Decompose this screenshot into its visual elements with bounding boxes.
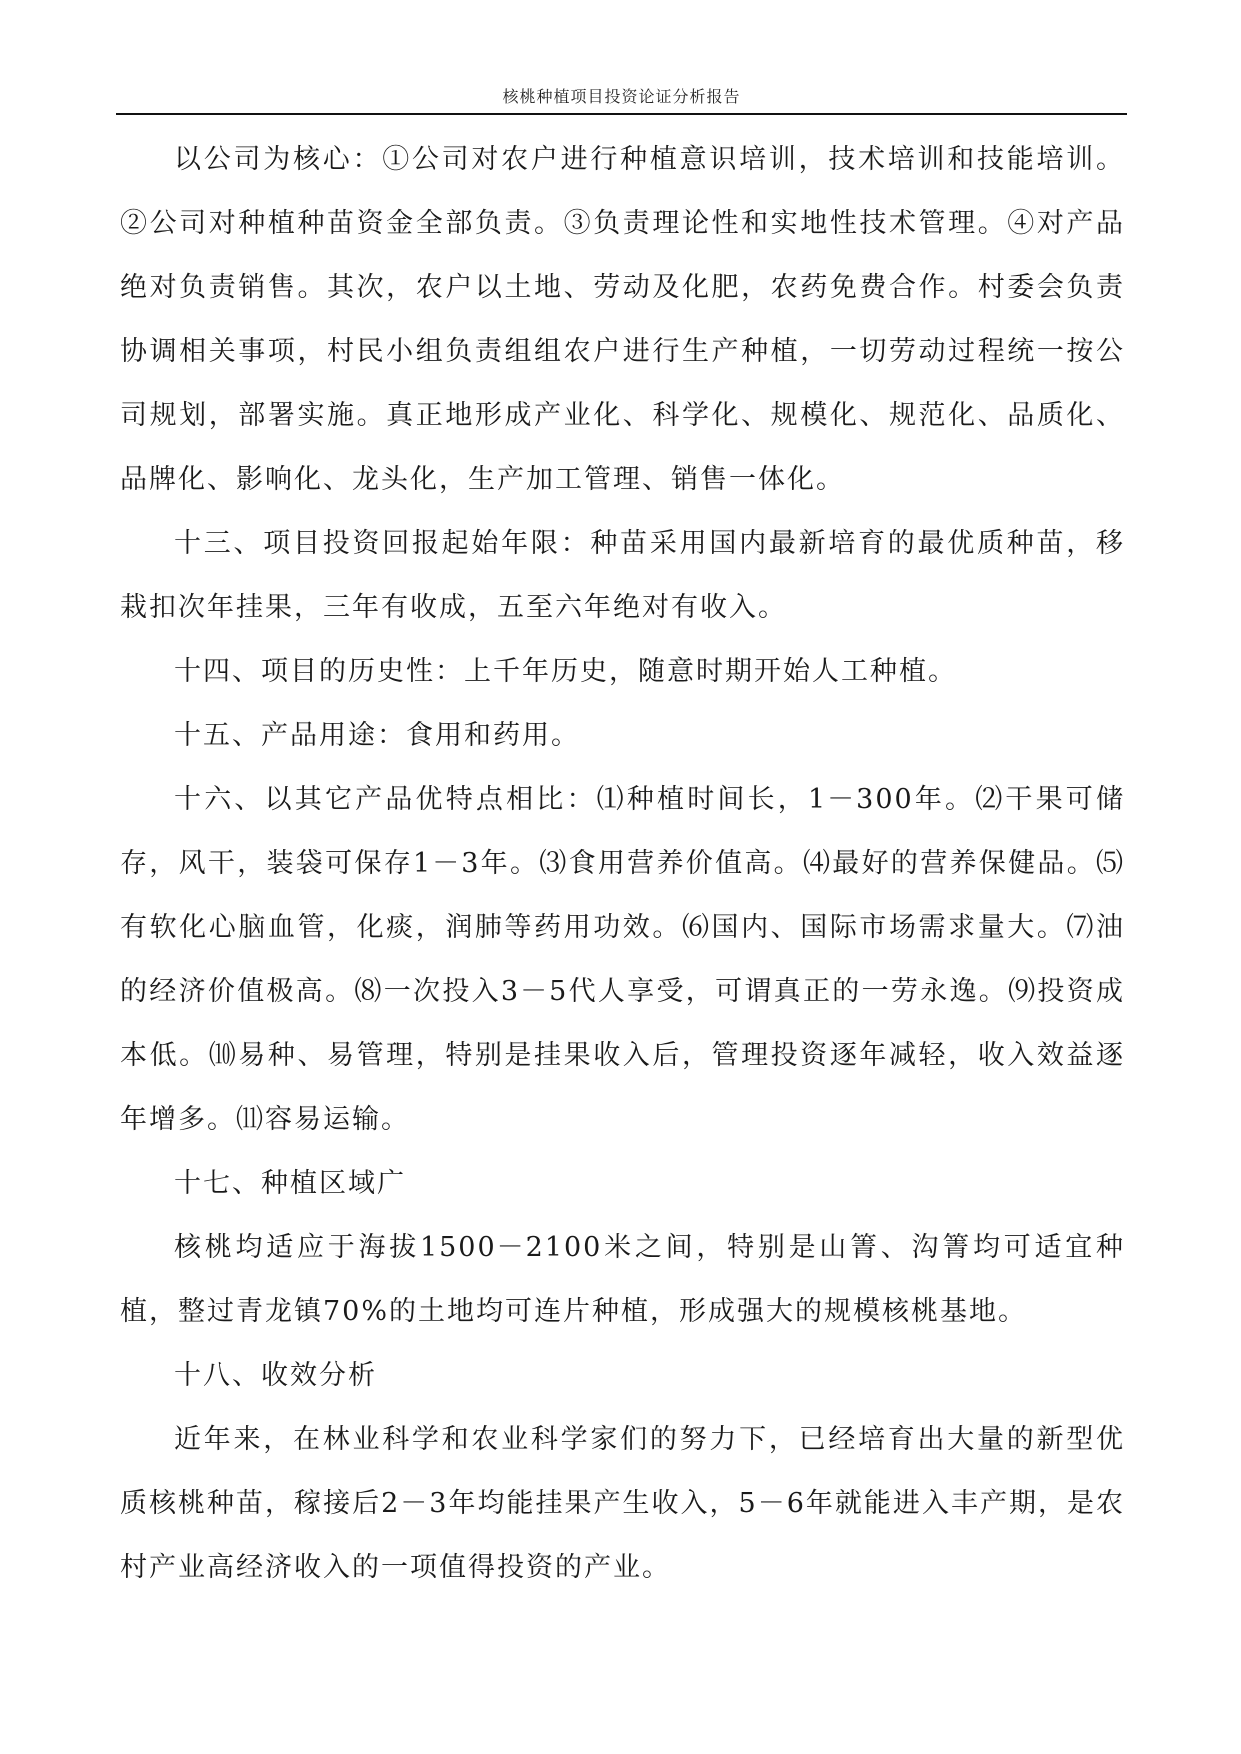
paragraph-section-15: 十五、产品用途：食用和药用。 [174,720,580,751]
paragraph-section-16: 十六、以其它产品优特点相比：⑴种植时间长，1－300年。⑵干果可储存，风干，装袋可保存1－3年。⑶食用营养价值高。⑷最好的营养保健品。⑸有软化心脑血管，化痰，润肺等药用功效。⑹国内、国际市场需求量大。⑺油的经济价值极高。⑻一次投入3－5代人享受，可谓真正的一劳永逸。⑼投资成本低。⑽易种、易管理，特别是挂果收入后，管理投资逐年减轻，收入效益逐年增多。⑾容易运输。 [120,784,1125,1135]
paragraph-section-18-heading: 十八、收效分析 [174,1360,377,1391]
paragraph-section-17-heading: 十七、种植区域广 [174,1168,406,1199]
page-header-title: 核桃种植项目投资论证分析报告 [502,87,741,106]
paragraph-section-13: 十三、项目投资回报起始年限：种苗采用国内最新培育的最优质种苗，移栽扣次年挂果，三年有收成，五至六年绝对有收入。 [120,528,1125,623]
header-divider [116,113,1127,115]
paragraph-section-18-body: 近年来，在林业科学和农业科学家们的努力下，已经培育出大量的新型优质核桃种苗，稼接后2－3年均能挂果产生收入，5－6年就能进入丰产期，是农村产业高经济收入的一项值得投资的产业。 [120,1424,1125,1583]
paragraph-section-14: 十四、项目的历史性：上千年历史，随意时期开始人工种植。 [174,656,957,687]
document-body [120,128,1125,1600]
paragraph-section-17-body: 核桃均适应于海拔1500－2100米之间，特别是山箐、沟箐均可适宜种植，整过青龙镇70%的土地均可连片种植，形成强大的规模核桃基地。 [120,1232,1125,1327]
paragraph-company-core: 以公司为核心：①公司对农户进行种植意识培训，技术培训和技能培训。②公司对种植种苗资金全部负责。③负责理论性和实地性技术管理。④对产品绝对负责销售。其次，农户以土地、劳动及化肥，农药免费合作。村委会负责协调相关事项，村民小组负责组组农户进行生产种植，一切劳动过程统一按公司规划，部署实施。真正地形成产业化、科学化、规模化、规范化、品质化、品牌化、影响化、龙头化，生产加工管理、销售一体化。 [120,144,1125,495]
